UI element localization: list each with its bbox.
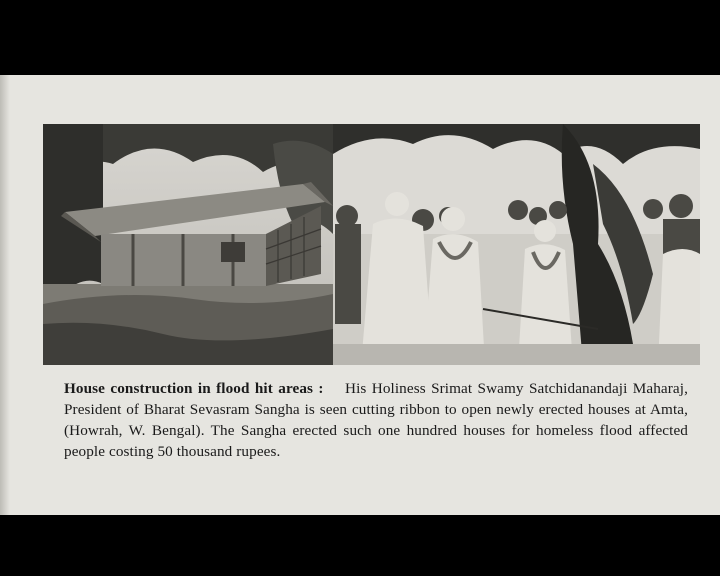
caption-text: His Holiness Srimat Swamy Satchidanandaji Maharaj, President of Bharat Sevasram Sangha is seen cutting ribbon to open newly erected houses at Amta, (Howrah, W. Bengal). The Sangha erected such one hundred houses for homeless flood affected people costing 50 thousand rupees. bbox=[64, 380, 688, 460]
page-edge bbox=[0, 75, 10, 515]
caption-heading: House construction in flood hit areas : bbox=[64, 380, 324, 397]
photo-house bbox=[43, 124, 333, 365]
photo-ceremony bbox=[333, 124, 700, 365]
photo-caption bbox=[64, 378, 688, 462]
scanned-page bbox=[0, 75, 720, 515]
